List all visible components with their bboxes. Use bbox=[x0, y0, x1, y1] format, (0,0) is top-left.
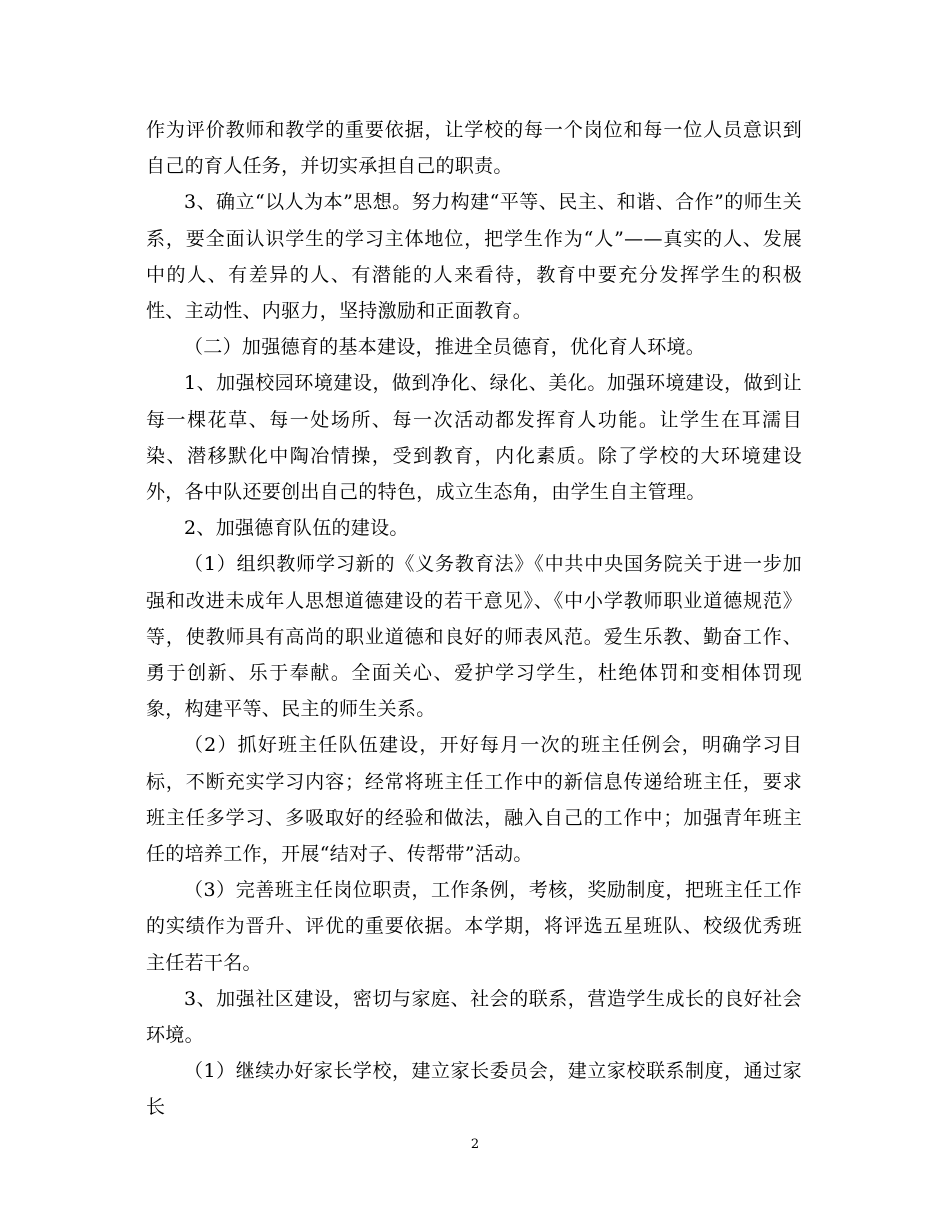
document-body bbox=[146, 112, 802, 1126]
paragraph-parent-school: （1）继续办好家长学校，建立家长委员会，建立家校联系制度，通过家长 bbox=[146, 1060, 802, 1119]
paragraph-teacher-study: （1）组织教师学习新的《义务教育法》《中共中央国务院关于进一步加强和改进未成年人思想道德建设的若干意见》、《中小学教师职业道德规范》等，使教师具有高尚的职业道德和良好的师表风范。爱生乐教、勤奋工作、勇于创新、乐于奉献。全面关心、爱护学习学生，杜绝体罚和变相体罚现象，构建平等、民主的师生关系。 bbox=[146, 553, 802, 721]
paragraph-people-oriented: 3、确立“以人为本”思想。努力构建“平等、民主、和谐、合作”的师生关系，要全面认识学生的学习主体地位，把学生作为“人”——真实的人、发展中的人、有差异的人、有潜能的人来看待，教育中要充分发挥学生的积极性、主动性、内驱力，坚持激励和正面教育。 bbox=[146, 191, 802, 323]
paragraph-class-teacher-duties: （3）完善班主任岗位职责，工作条例，考核，奖励制度，把班主任工作的实绩作为晋升、评优的重要依据。本学期，将评选五星班队、校级优秀班主任若干名。 bbox=[146, 879, 802, 974]
paragraph-campus-environment: 1、加强校园环境建设，做到净化、绿化、美化。加强环境建设，做到让每一棵花草、每一处场所、每一次活动都发挥育人功能。让学生在耳濡目染、潜移默化中陶冶情操，受到教育，内化素质。除了学校的大环境建设外，各中队还要创出自己的特色，成立生态角，由学生自主管理。 bbox=[146, 372, 802, 504]
paragraph-team-building: 2、加强德育队伍的建设。 bbox=[184, 517, 409, 540]
section-heading-moral-education: （二）加强德育的基本建设，推进全员德育，优化育人环境。 bbox=[184, 336, 706, 359]
paragraph-continuation: 作为评价教师和教学的重要依据，让学校的每一个岗位和每一位人员意识到自己的育人任务，并切实承担自己的职责。 bbox=[146, 119, 802, 178]
paragraph-class-teacher-team: （2）抓好班主任队伍建设，开好每月一次的班主任例会，明确学习目标，不断充实学习内容；经常将班主任工作中的新信息传递给班主任，要求班主任多学习、多吸取好的经验和做法，融入自己的工作中；加强青年班主任的培养工作，开展“结对子、传帮带”活动。 bbox=[146, 734, 802, 866]
page-number: 2 bbox=[470, 1137, 480, 1152]
paragraph-community-building: 3、加强社区建设，密切与家庭、社会的联系，营造学生成长的良好社会环境。 bbox=[146, 987, 802, 1047]
